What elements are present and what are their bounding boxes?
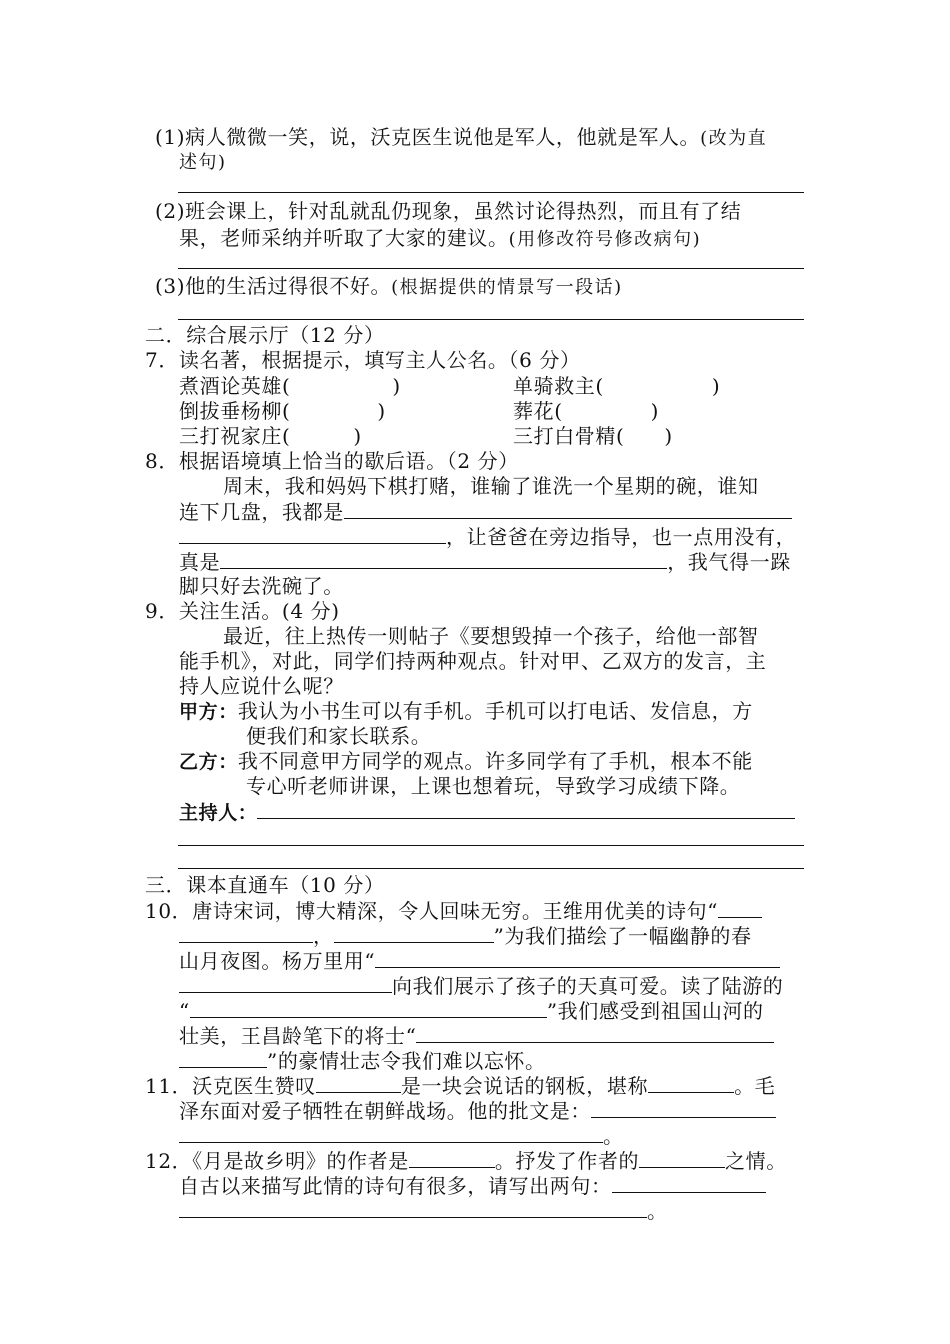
q10-l3 [179,947,780,974]
q11-l3 [179,1122,624,1149]
q9-jia [179,698,753,725]
q12-l2 [179,1172,766,1199]
q8-p2 [179,498,792,525]
answer-blank[interactable] [375,947,780,968]
section2-title: 二．综合展示厅（12 分） [145,323,385,347]
q11-l1 [145,1072,775,1099]
q10-l4-text: 向我们展示了孩子的天真可爱。读了陆游的 [392,974,784,998]
q8-p4 [179,548,791,575]
q9-yi-cont: 专心听老师讲课，上课也想着玩，导致学习成绩下降。 [246,774,741,798]
q7-stem: 7．读名著，根据提示，填写主人公名。（6 分） [145,348,581,372]
q8-p3-text: ，让爸爸在旁边指导，也一点用没有， [446,525,797,549]
answer-blank[interactable] [179,1197,647,1218]
answer-blank[interactable] [334,922,494,943]
q7-item-3-label: 倒拔垂杨柳( [179,399,291,423]
q11-l1-text-c: 。毛 [734,1074,776,1098]
answer-blank[interactable] [179,972,392,993]
paren-close: ) [392,374,401,398]
q7-item-4-label: 葬花( [513,399,563,423]
q10-l6 [179,1022,774,1049]
q6-item1 [155,124,767,152]
q6-item2-line1: (2)班会课上，针对乱就乱仍现象，虽然讨论得热烈，而且有了结 [155,199,742,223]
paren-close: ) [650,399,660,423]
q12-l1-text-a: 12．《月是故乡明》的作者是 [145,1149,409,1173]
q10-l3-text: 山月夜图。杨万里用“ [179,949,376,973]
answer-blank[interactable] [179,523,446,544]
answer-blank[interactable] [179,1122,603,1143]
q11-l1-text-a: 11．沃克医生赞叹 [145,1074,316,1098]
q10-l5-quote: “ [179,999,190,1023]
q10-l4 [179,972,783,999]
answer-line[interactable] [178,268,804,269]
q10-l5 [179,997,764,1024]
q10-l5-text: ”我们感受到祖国山河的 [546,999,764,1023]
q11-l3-period: 。 [603,1124,624,1148]
q9-yi [179,748,753,775]
answer-blank[interactable] [179,1047,267,1068]
answer-blank[interactable] [718,897,762,918]
q7-item-5-label: 三打祝家庄( [179,424,291,448]
paren-close: ) [711,374,721,398]
q6-item3-text: (3)他的生活过得很不好。 [155,274,392,298]
q8-p5: 脚只好去洗碗了。 [179,574,344,598]
q7-item-6-label: 三打白骨精( [513,424,625,448]
answer-blank[interactable] [612,1172,766,1193]
q6-item2-line2 [179,225,701,253]
jia-label: 甲方： [179,701,238,723]
q6-item1-note-cont: 述句) [179,152,227,173]
jia-text: 我认为小书生可以有手机。手机可以打电话、发信息，方 [237,699,753,723]
answer-blank[interactable] [416,1022,774,1043]
answer-line[interactable] [178,868,804,869]
answer-blank[interactable] [179,922,313,943]
q12-l2-text: 自古以来描写此情的诗句有很多，请写出两句： [179,1174,612,1198]
q12-l3 [179,1197,668,1224]
answer-line[interactable] [178,319,804,320]
q6-item3-note: (根据提供的情景写一段话) [391,277,623,298]
q10-l7 [179,1047,546,1074]
answer-blank[interactable] [344,498,792,519]
q7-item-6[interactable] [513,423,673,449]
q6-item3 [155,273,623,301]
paren-close: ) [353,424,362,448]
q8-p4-text-a: 真是 [179,550,221,574]
q8-p4-text-b: ，我气得一跺 [667,550,791,574]
answer-blank[interactable] [409,1147,495,1168]
q11-l2-text: 泽东面对爱子牺牲在朝鲜战场。他的批文是： [179,1099,591,1123]
q6-item2-text: 果，老师采纳并听取了大家的建议。 [179,226,509,250]
q9-host [179,798,795,826]
q10-l2-text: ”为我们描绘了一幅幽静的春 [493,924,752,948]
q8-p1: 周末，我和妈妈下棋打赌，谁输了谁洗一个星期的碗，谁知 [223,474,759,498]
q7-item-4[interactable] [513,398,659,424]
q9-p3: 持人应说什么呢？ [179,674,344,698]
q8-p2-text: 连下几盘，我都是 [179,500,344,524]
q12-l1-text-b: 。抒发了作者的 [494,1149,640,1173]
q10-l2 [179,922,752,949]
answer-line[interactable] [178,192,804,193]
q12-l1-text-c: 之情。 [725,1149,787,1173]
q9-jia-cont: 便我们和家长联系。 [246,724,432,748]
q7-item-1[interactable] [179,373,401,399]
host-label: 主持人： [179,802,258,824]
q9-p1: 最近，往上热传一则帖子《要想毁掉一个孩子，给他一部智 [223,624,759,648]
q6-item1-text: (1)病人微微一笑，说，沃克医生说他是军人，他就是军人。 [155,125,701,149]
answer-blank[interactable] [648,1072,734,1093]
paren-close: ) [664,424,673,448]
q7-item-2-label: 单骑救主( [513,374,604,398]
q10-l2-comma: ， [313,924,334,948]
yi-label: 乙方： [179,751,238,773]
q11-l1-text-b: 是一块会说话的钢板，堪称 [400,1074,649,1098]
q7-item-2[interactable] [513,373,720,399]
q12-l1 [145,1147,787,1174]
q12-l3-period: 。 [647,1199,668,1223]
q9-p2: 能手机》，对此，同学们持两种观点。针对甲、乙双方的发言，主 [179,649,767,673]
q7-item-5[interactable] [179,423,362,449]
paren-close: ) [377,399,386,423]
q7-item-1-label: 煮酒论英雄( [179,374,291,398]
q10-l1-text: 10．唐诗宋词，博大精深，令人回味无穷。王维用优美的诗句“ [145,899,719,923]
q9-stem: 9．关注生活。(4 分) [145,599,340,623]
section3-title: 三．课本直通车（10 分） [145,873,385,897]
answer-blank[interactable] [639,1147,725,1168]
answer-blank[interactable] [257,798,795,819]
answer-blank[interactable] [190,997,547,1018]
q10-l7-text: ”的豪情壮志令我们难以忘怀。 [267,1049,546,1073]
q6-item2-note: (用修改符号修改病句) [508,229,702,250]
q8-stem: 8．根据语境填上恰当的歇后语。（2 分） [145,449,519,473]
q11-l2 [179,1097,776,1124]
q6-item1-note: (改为直 [700,128,768,149]
yi-text: 我不同意甲方同学的观点。许多同学有了手机，根本不能 [237,749,753,773]
answer-blank[interactable] [316,1072,401,1093]
answer-blank[interactable] [220,548,667,569]
q10-l1 [145,897,762,924]
answer-blank[interactable] [591,1097,776,1118]
q7-item-3[interactable] [179,398,386,424]
q8-p3 [179,523,796,550]
answer-line[interactable] [178,845,804,846]
q10-l6-text: 壮美，王昌龄笔下的将士“ [179,1024,417,1048]
